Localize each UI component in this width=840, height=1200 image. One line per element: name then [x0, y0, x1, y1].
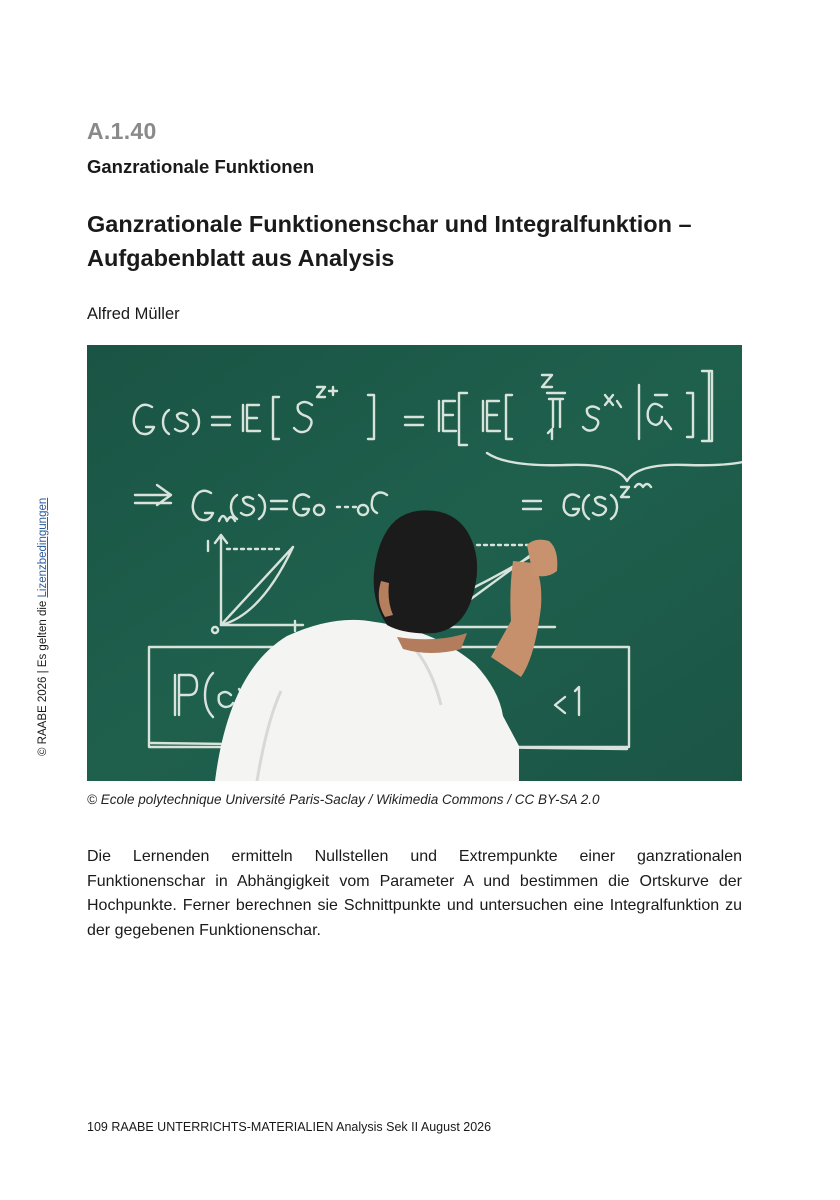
document-code: A.1.40 — [87, 118, 157, 144]
title-line-1: Ganzrationale Funktionenschar und Integralfunktion – — [87, 211, 692, 237]
blackboard-photo — [87, 345, 742, 781]
license-prefix: © RAABE 2026 | Es gelten die — [37, 597, 49, 756]
author-name: Alfred Müller — [87, 305, 180, 323]
category-heading: Ganzrationale Funktionen — [87, 156, 315, 177]
page-footer: 109 RAABE UNTERRICHTS-MATERIALIEN Analysis Sek II August 2026 — [87, 1120, 492, 1134]
image-credit: © Ecole polytechnique Université Paris-Saclay / Wikimedia Commons / CC BY-SA 2.0 — [87, 792, 600, 807]
title-line-2: Aufgabenblatt aus Analysis — [87, 245, 395, 271]
license-sidebar — [37, 498, 49, 756]
page-title — [87, 207, 747, 275]
blackboard-illustration — [87, 345, 742, 781]
license-link[interactable]: Lizenzbedingungen — [37, 497, 49, 598]
abstract-paragraph: Die Lernenden ermitteln Nullstellen und Extrempunkte einer ganzrationalen Funktionenschar in Abhängigkeit vom Parameter A und bestimmen die Ortskurve der Hochpunkte. Ferner berechnen sie Schnittpunkte und untersuchen eine Integralfunktion zu der gegebenen Funktionenschar. — [87, 848, 742, 939]
